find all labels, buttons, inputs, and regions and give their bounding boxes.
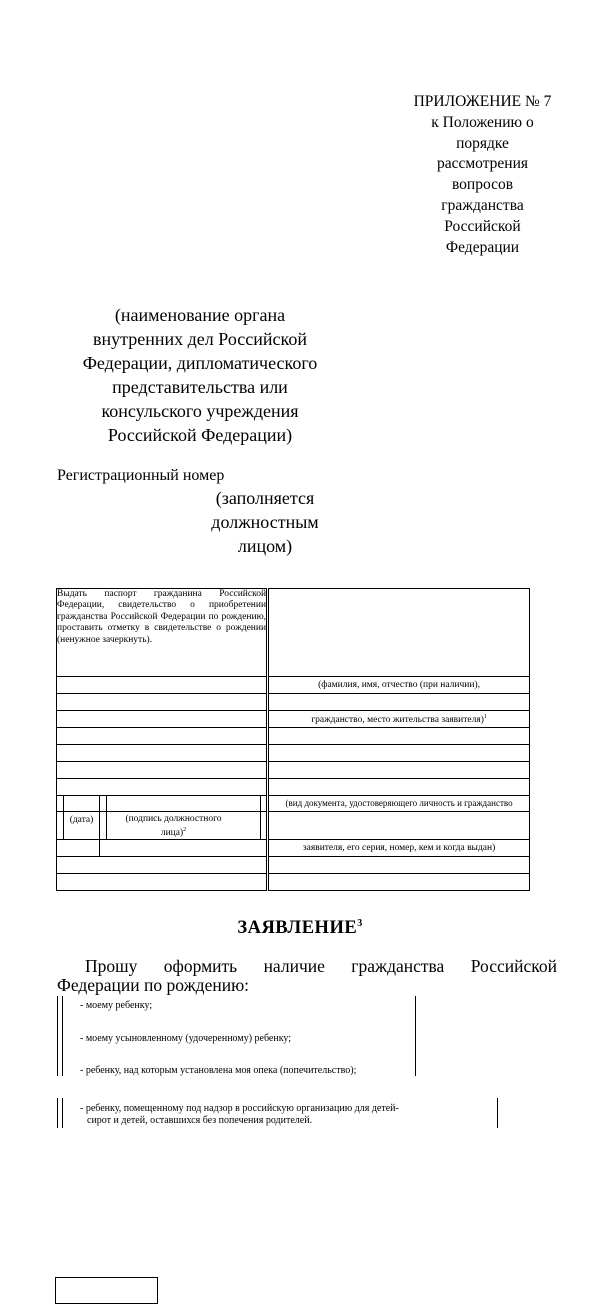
authority-line: (наименование органа: [114, 305, 286, 325]
form-cell: [57, 728, 268, 745]
footnote-mark: 2: [183, 827, 187, 834]
applicant-field[interactable]: [268, 857, 530, 874]
request-word: наличие: [263, 956, 325, 976]
authority-line: Федерации, дипломатического: [82, 353, 318, 373]
option-bracket: [497, 1098, 498, 1128]
issue-instruction: Выдать паспорт гражданина Российской Федерации, свидетельство о приобретении гражданства Российской Федерации по рождению, проставить отметку в свидетельстве о рождении (ненужное зачеркнуть).: [57, 589, 268, 677]
form-cell: [57, 711, 268, 728]
bottom-box: [55, 1277, 158, 1304]
caption-document-cont: заявителя, его серия, номер, кем и когда выдан): [268, 840, 530, 857]
appendix-line: Российской: [444, 217, 521, 235]
request-text: [57, 957, 557, 995]
signature-label-text: (подпись должностного лица): [125, 814, 222, 839]
appendix-line: рассмотрения: [436, 155, 529, 173]
applicant-field[interactable]: [268, 589, 530, 677]
request-word: гражданства: [351, 956, 445, 976]
option-bracket: [57, 1098, 58, 1128]
authority-line: внутренних дел Российской: [93, 329, 307, 349]
appendix-line: к Положению о: [431, 113, 534, 131]
official-form-table: [56, 588, 530, 891]
option-orphanage-child[interactable]: - ребенку, помещенному под надзор в российскую организацию для детей-: [80, 1103, 399, 1114]
appendix-line: вопросов: [451, 176, 514, 194]
signature-field[interactable]: [107, 796, 261, 812]
form-cell: [57, 677, 268, 694]
registration-note-line: лицом): [237, 536, 293, 556]
applicant-field[interactable]: [268, 874, 530, 891]
form-cell: [261, 812, 268, 840]
appendix-line: порядке: [456, 134, 509, 152]
form-cell: [100, 796, 107, 812]
form-cell: [57, 840, 100, 857]
appendix-line: Федерации: [445, 238, 520, 256]
applicant-field[interactable]: [268, 812, 530, 840]
applicant-field[interactable]: [268, 779, 530, 796]
registration-note: [195, 486, 335, 558]
option-bracket: [415, 996, 416, 1076]
option-bracket: [62, 1098, 63, 1128]
statement-title: [0, 918, 600, 939]
form-cell: [57, 762, 268, 779]
authority-name-note: [50, 303, 350, 447]
form-cell: [57, 874, 268, 891]
option-bracket: [62, 996, 63, 1076]
caption-document: (вид документа, удостоверяющего личность и гражданство: [268, 796, 530, 812]
caption-name: (фамилия, имя, отчество (при наличии),: [268, 677, 530, 694]
registration-number-label: Регистрационный номер: [57, 467, 225, 484]
option-orphanage-child-cont: сирот и детей, оставшихся без попечения родителей.: [87, 1115, 313, 1126]
form-cell: [57, 694, 268, 711]
applicant-field[interactable]: [268, 728, 530, 745]
form-cell: [261, 796, 268, 812]
form-cell: [100, 840, 268, 857]
request-word: Российской: [470, 956, 557, 976]
request-line-1: [57, 957, 557, 976]
appendix-line: гражданства: [441, 196, 524, 214]
appendix-heading: [385, 92, 580, 258]
signature-label: [107, 812, 261, 840]
form-cell: [57, 745, 268, 762]
footnote-mark: 3: [357, 918, 363, 929]
appendix-line: ПРИЛОЖЕНИЕ № 7: [413, 93, 552, 110]
form-cell: [57, 779, 268, 796]
date-field[interactable]: [64, 796, 100, 812]
date-label: (дата): [64, 812, 100, 840]
authority-line: Российской Федерации): [107, 425, 293, 445]
authority-line: представительства или: [112, 377, 288, 397]
option-bracket: [57, 996, 58, 1076]
form-cell: [57, 796, 64, 812]
caption-citizenship-text: гражданство, место жительства заявителя): [311, 715, 484, 726]
option-own-child[interactable]: - моему ребенку;: [80, 1000, 153, 1011]
request-line-2: Федерации по рождению:: [57, 975, 250, 995]
request-word: Прошу: [85, 956, 138, 976]
statement-title-text: ЗАЯВЛЕНИЕ: [237, 918, 358, 939]
form-cell: [57, 812, 64, 840]
request-word: оформить: [163, 956, 238, 976]
applicant-field[interactable]: [268, 762, 530, 779]
registration-note-line: (заполняется: [215, 488, 315, 508]
footnote-mark: 1: [483, 714, 487, 720]
option-guardianship-child[interactable]: - ребенку, над которым установлена моя опека (попечительство);: [80, 1065, 357, 1076]
authority-line: консульского учреждения: [101, 401, 299, 421]
form-cell: [100, 812, 107, 840]
applicant-field[interactable]: [268, 745, 530, 762]
caption-citizenship: [268, 711, 530, 728]
form-cell: [57, 857, 268, 874]
registration-note-line: должностным: [211, 512, 319, 532]
option-adopted-child[interactable]: - моему усыновленному (удочеренному) ребенку;: [80, 1033, 292, 1044]
applicant-field[interactable]: [268, 694, 530, 711]
